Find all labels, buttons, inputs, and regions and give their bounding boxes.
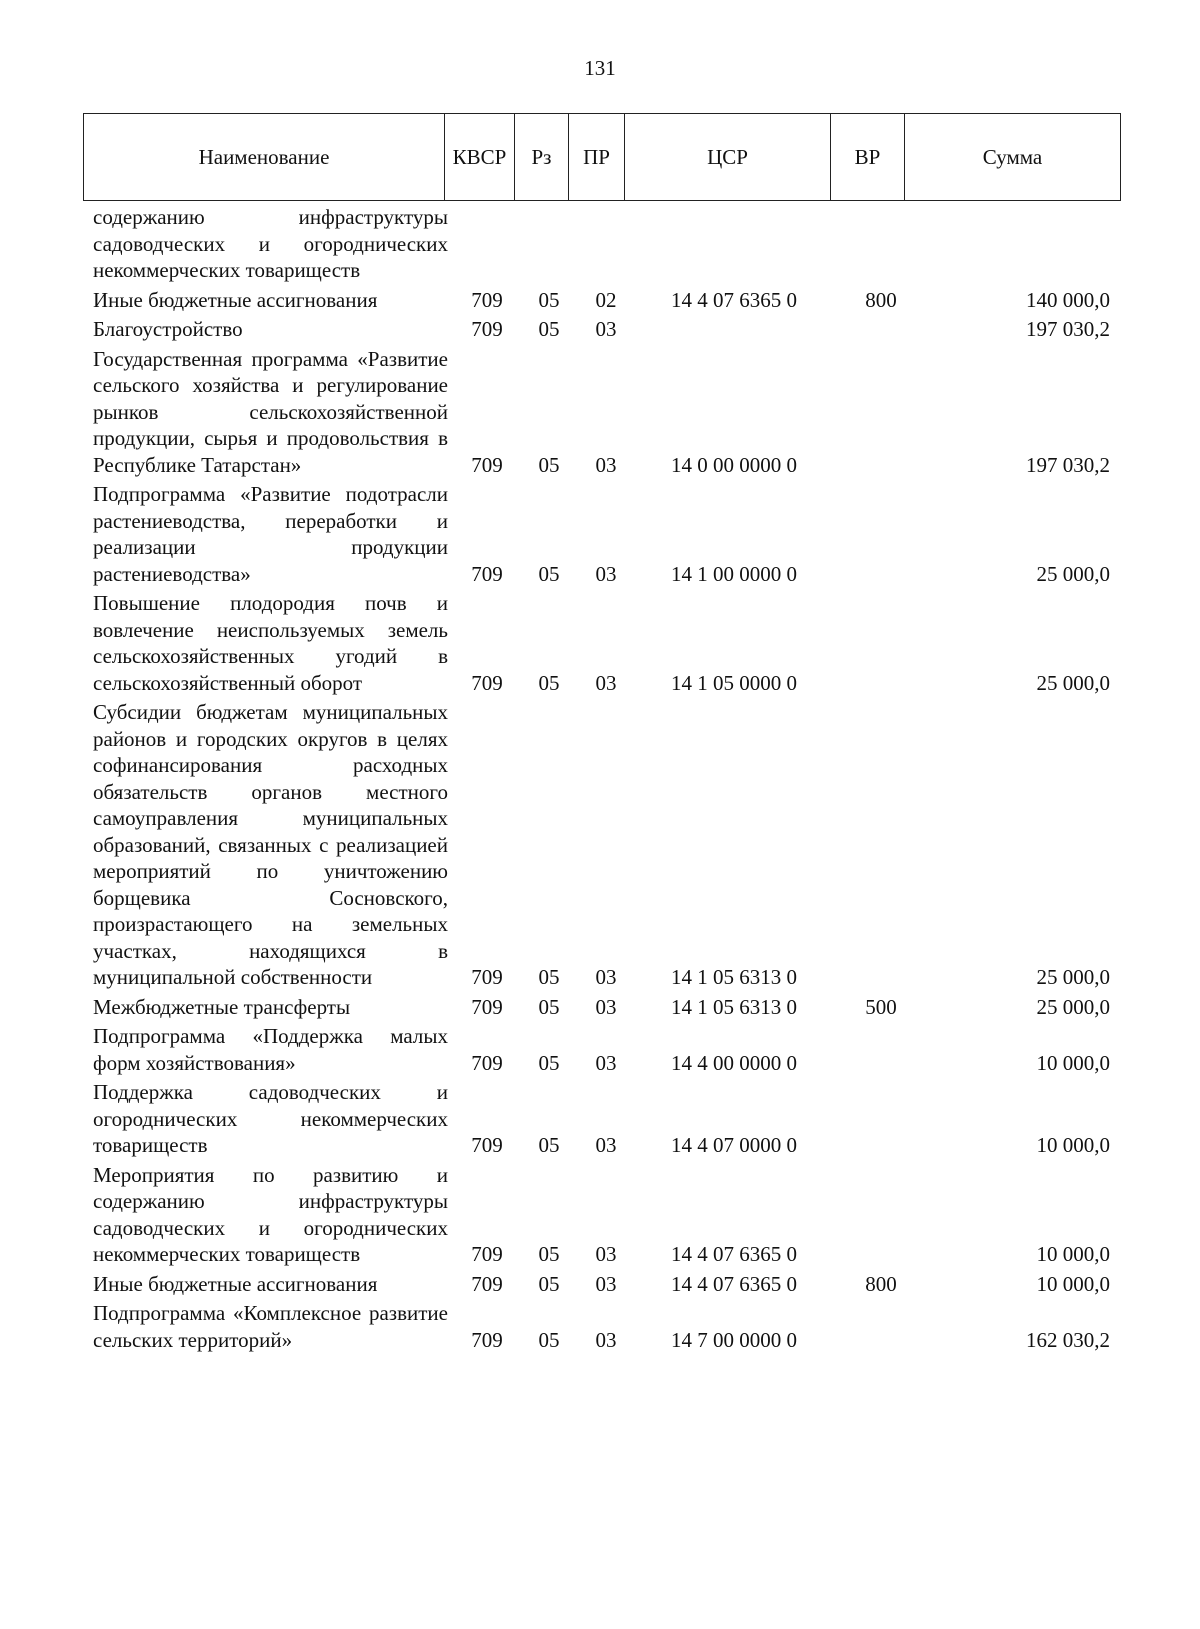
row-csr: 14 1 05 0000 0 <box>671 670 797 695</box>
row-name: Иные бюджетные ассигнования <box>93 287 378 312</box>
row-sum: 162 030,2 <box>1026 1327 1110 1352</box>
row-vr: 800 <box>865 1271 897 1296</box>
row-rz: 05 <box>538 287 560 312</box>
row-sum: 197 030,2 <box>1026 317 1110 341</box>
row-pr: 03 <box>595 994 617 1019</box>
row-kvsr: 709 <box>471 1271 503 1296</box>
row-name: Повышение плодородия почв и вовлечение неиспользуемых земель сельскохозяйственных угодий в сельскохозяйственный оборот <box>93 591 448 695</box>
row-pr: 03 <box>595 317 617 341</box>
table-row <box>93 590 1123 696</box>
row-name: Государственная программа «Развитие сельского хозяйства и регулирование рынков сельскохозяйственной продукции, сырья и продовольствия в Республике Татарстан» <box>93 346 448 477</box>
row-name: Подпрограмма «Развитие подотрасли растениеводства, переработки и реализации продукции растениеводства» <box>93 482 448 586</box>
page-number: 131 <box>584 56 616 80</box>
row-sum: 10 000,0 <box>1036 1242 1110 1266</box>
row-csr: 14 4 00 0000 0 <box>671 1050 797 1075</box>
row-name: Подпрограмма «Комплексное развитие сельских территорий» <box>93 1301 448 1352</box>
row-sum: 25 000,0 <box>1036 670 1110 695</box>
row-sum: 10 000,0 <box>1036 1271 1110 1296</box>
row-kvsr: 709 <box>471 1242 503 1266</box>
row-pr: 03 <box>595 1271 617 1296</box>
row-csr: 14 4 07 6365 0 <box>671 1242 797 1266</box>
row-rz: 05 <box>538 1271 560 1296</box>
table-row <box>93 346 1123 479</box>
row-rz: 05 <box>538 1133 560 1157</box>
row-name: Межбюджетные трансферты <box>93 994 351 1019</box>
row-pr: 03 <box>595 561 617 586</box>
row-csr: 14 7 00 0000 0 <box>671 1327 797 1352</box>
row-name: содержанию инфраструктуры садоводческих и огороднических некоммерческих товариществ <box>93 205 448 282</box>
row-spacer <box>93 1353 1123 1356</box>
row-sum: 10 000,0 <box>1036 1133 1110 1157</box>
row-pr: 03 <box>595 965 617 989</box>
row-kvsr: 709 <box>471 1327 503 1352</box>
row-pr: 02 <box>595 287 617 312</box>
row-pr: 03 <box>595 452 617 477</box>
row-kvsr: 709 <box>471 452 503 477</box>
row-name: Мероприятия по развитию и содержанию инфраструктуры садоводческих и огороднических некоммерческих товариществ <box>93 1162 448 1266</box>
row-name: Подпрограмма «Поддержка малых форм хозяйствования» <box>93 1024 448 1075</box>
column-header-kvsr: КВСР <box>445 114 515 200</box>
row-pr: 03 <box>595 1050 617 1075</box>
row-csr: 14 4 07 6365 0 <box>671 287 797 312</box>
row-name: Благоустройство <box>93 317 243 341</box>
row-csr: 14 1 05 6313 0 <box>671 965 797 989</box>
table-row <box>93 1162 1123 1268</box>
table-row <box>93 204 1123 284</box>
row-kvsr: 709 <box>471 317 503 341</box>
column-header-name: Наименование <box>84 114 445 200</box>
row-csr: 14 1 05 6313 0 <box>671 994 797 1019</box>
row-sum: 25 000,0 <box>1036 561 1110 586</box>
column-header-rz: Рз <box>515 114 569 200</box>
row-name: Иные бюджетные ассигнования <box>93 1271 378 1296</box>
table-row <box>93 1079 1123 1159</box>
row-name: Поддержка садоводческих и огороднических некоммерческих товариществ <box>93 1080 448 1157</box>
row-csr: 14 1 00 0000 0 <box>671 561 797 586</box>
table-row <box>93 481 1123 587</box>
row-csr: 14 0 00 0000 0 <box>671 452 797 477</box>
table-body <box>93 204 1123 1356</box>
table-row <box>93 1300 1123 1353</box>
row-sum: 140 000,0 <box>1026 287 1110 312</box>
row-rz: 05 <box>538 1327 560 1352</box>
row-sum: 10 000,0 <box>1036 1050 1110 1075</box>
column-header-sum: Сумма <box>982 144 1043 169</box>
table-row <box>93 1271 1123 1298</box>
row-rz: 05 <box>538 670 560 695</box>
row-sum: 25 000,0 <box>1036 965 1110 989</box>
row-kvsr: 709 <box>471 994 503 1019</box>
table-row <box>93 1023 1123 1076</box>
row-rz: 05 <box>538 1050 560 1075</box>
table-header <box>83 113 1121 201</box>
row-sum: 197 030,2 <box>1026 452 1110 477</box>
row-kvsr: 709 <box>471 561 503 586</box>
row-kvsr: 709 <box>471 965 503 989</box>
row-kvsr: 709 <box>471 670 503 695</box>
row-vr: 800 <box>865 287 897 312</box>
row-rz: 05 <box>538 1242 560 1266</box>
row-kvsr: 709 <box>471 1133 503 1157</box>
row-rz: 05 <box>538 317 560 341</box>
row-csr: 14 4 07 6365 0 <box>671 1271 797 1296</box>
row-vr: 500 <box>865 994 897 1019</box>
table-row <box>93 994 1123 1021</box>
row-pr: 03 <box>595 1133 617 1157</box>
row-rz: 05 <box>538 561 560 586</box>
row-rz: 05 <box>538 994 560 1019</box>
column-header-pr: ПР <box>569 114 625 200</box>
row-pr: 03 <box>595 1327 617 1352</box>
table-row <box>93 316 1123 343</box>
row-kvsr: 709 <box>471 1050 503 1075</box>
row-rz: 05 <box>538 452 560 477</box>
column-header-vr: ВР <box>831 114 905 200</box>
row-name: Субсидии бюджетам муниципальных районов и городских округов в целях софинансирования расходных обязательств органов местного самоуправления муниципальных образований, связанных с реализацией мероприятий по уничтожению борщевика Сосновского, произрастающего на земельных участках, находящихся в муниципальной собственности <box>93 700 448 989</box>
table-row <box>93 287 1123 314</box>
row-pr: 03 <box>595 670 617 695</box>
row-rz: 05 <box>538 965 560 989</box>
column-header-csr: ЦСР <box>625 114 831 200</box>
row-pr: 03 <box>595 1242 617 1266</box>
row-kvsr: 709 <box>471 287 503 312</box>
row-csr: 14 4 07 0000 0 <box>671 1133 797 1157</box>
row-sum: 25 000,0 <box>1036 994 1110 1019</box>
table-row <box>93 699 1123 991</box>
